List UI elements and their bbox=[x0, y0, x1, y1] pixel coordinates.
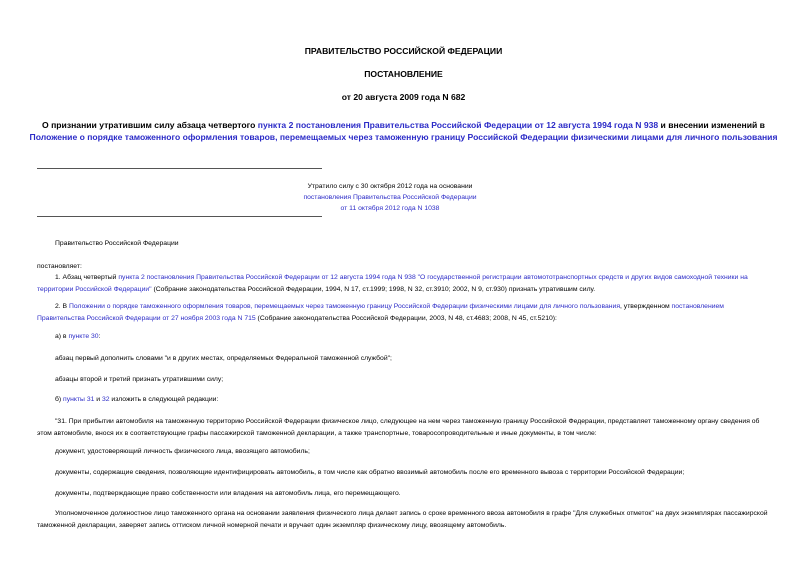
a-link-point-30[interactable]: пункте 30 bbox=[68, 333, 99, 340]
b-text-start: б) bbox=[55, 396, 64, 403]
p2-text-mid: , утвержденном bbox=[620, 303, 672, 310]
p1-text-start: 1. Абзац четвертый bbox=[55, 274, 119, 281]
title-link-decree-938[interactable]: пункта 2 постановления Правительства Российской Федерации от 12 августа 1994 года N 938 bbox=[257, 120, 659, 130]
date-number-heading: от 20 августа 2009 года N 682 bbox=[341, 92, 466, 102]
status-note-link-date[interactable]: от 11 октября 2012 года N 1038 bbox=[340, 205, 440, 212]
p1-link-decree-938[interactable]: пункта 2 постановления Правительства Российской Федерации от 12 августа 1994 года N 938 "О государственной регистрации автомототранспортных средств и других видов самоходной техники на территории Российской Федерации" bbox=[37, 274, 748, 293]
a-text-end: : bbox=[98, 333, 101, 340]
doc-type-heading: ПОСТАНОВЛЕНИЕ bbox=[364, 69, 443, 79]
quoted-line-ownership-documents: документы, подтверждающие право собственности или владения на автомобиль лица, его перемещающего. bbox=[55, 490, 401, 497]
title-text-1: О признании утратившим силу абзаца четвертого bbox=[42, 120, 258, 130]
decides-paragraph: постановляет: bbox=[37, 263, 82, 270]
bottom-divider bbox=[37, 216, 322, 217]
p2-text-start: 2. В bbox=[55, 303, 69, 310]
b-text-and: и bbox=[94, 396, 102, 403]
subparagraph-a-line-2: абзацы второй и третий признать утратившими силу; bbox=[55, 376, 224, 383]
status-note bbox=[290, 181, 490, 214]
top-divider bbox=[37, 168, 322, 169]
government-heading: ПРАВИТЕЛЬСТВО РОССИЙСКОЙ ФЕДЕРАЦИИ bbox=[304, 46, 503, 56]
quoted-line-vehicle-documents: документы, содержащие сведения, позволяющие идентифицировать автомобиль, в том числе как обратно ввозимый автомобиль после его временного вывоза с территории Российской Федерации; bbox=[55, 469, 685, 476]
subparagraph-a bbox=[37, 331, 771, 343]
b-link-point-32[interactable]: 32 bbox=[101, 396, 110, 403]
paragraph-2 bbox=[37, 301, 771, 324]
subparagraph-b bbox=[37, 394, 771, 406]
p2-link-regulation[interactable]: Положении о порядке таможенного оформления товаров, перемещаемых через таможенную границу Российской Федерации физическими лицами для личного пользования bbox=[68, 303, 621, 310]
b-text-end: изложить в следующей редакции: bbox=[109, 396, 219, 403]
p2-link-decree-715[interactable]: постановлением Правительства Российской Федерации от 27 ноября 2003 года N 715 bbox=[37, 303, 724, 322]
b-link-point-31[interactable]: пункты 31 bbox=[63, 396, 95, 403]
quoted-point-31: "31. При прибытии автомобиля на таможенную территорию Российской Федерации физическое лицо, следующее на нем через таможенную границу Российской Федерации, представляет таможенному органу сведения об этом автомобиле, внося их в соответствующие графы пассажирской таможенной декларации, а также транспортные, товаросопроводительные и иные документы, в том числе: bbox=[37, 418, 760, 437]
status-note-link-decree[interactable]: постановления Правительства Российской Федерации bbox=[303, 194, 477, 201]
quoted-line-id-document: документ, удостоверяющий личность физического лица, ввозящего автомобиль; bbox=[55, 448, 310, 455]
title-link-regulation[interactable]: Положение о порядке таможенного оформления товаров, перемещаемых через таможенную границу Российской Федерации физическими лицами для личного пользования bbox=[29, 132, 778, 142]
intro-paragraph: Правительство Российской Федерации bbox=[55, 240, 179, 247]
title-text-2: и внесении изменений в bbox=[658, 120, 765, 130]
document-title bbox=[18, 119, 789, 143]
quoted-line-official-record: Уполномоченное должностное лицо таможенного органа на основании заявления физического лица делает запись о сроке временного ввоза автомобиля в графе "Для служебных отметок" на двух экземплярах пассажирской таможенной декларации, заверяет запись оттиском личной номерной печати и вручает один экземпляр физическому лицу, ввозящему автомобиль. bbox=[37, 510, 768, 529]
status-note-line: Утратило силу с 30 октября 2012 года на основании bbox=[307, 183, 473, 190]
subparagraph-a-line-1: абзац первый дополнить словами "и в других местах, определяемых Федеральной таможенной службой"; bbox=[55, 355, 392, 362]
paragraph-1 bbox=[37, 272, 771, 295]
a-text-start: а) в bbox=[55, 333, 69, 340]
p2-text-end: (Собрание законодательства Российской Федерации, 2003, N 48, ст.4683; 2008, N 45, ст.5210): bbox=[255, 314, 557, 322]
p1-text-end: (Собрание законодательства Российской Федерации, 1994, N 17, ст.1999; 1998, N 32, ст.3910; 2002, N 9, ст.930) признать утратившим силу. bbox=[151, 285, 596, 293]
